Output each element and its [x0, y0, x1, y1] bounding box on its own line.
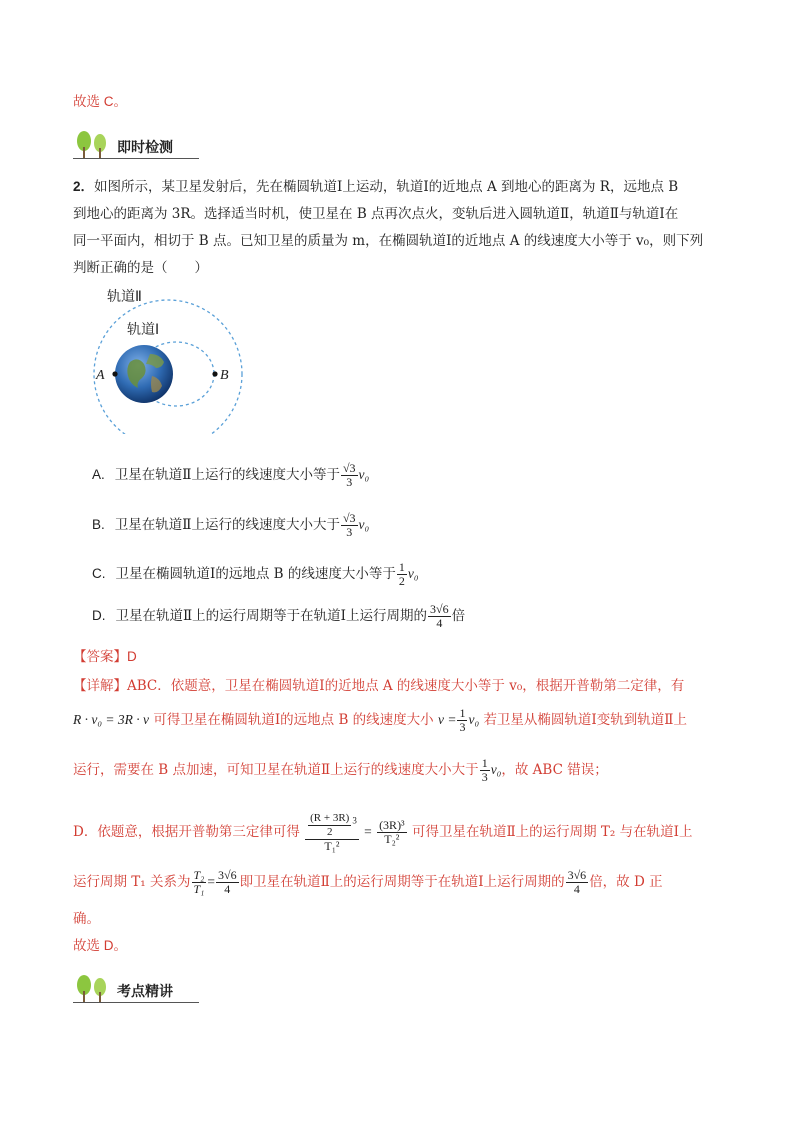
explanation-text-3: 运行，需要在 B 点加速，可知卫星在轨道Ⅱ上运行的线速度大小大于 — [73, 762, 479, 778]
option-d[interactable] — [92, 603, 465, 630]
orbit-figure — [70, 284, 250, 434]
explanation-mid-5: 即卫星在轨道Ⅱ上的运行周期等于在轨道Ⅰ上运行周期的 — [239, 874, 565, 890]
option-b-var: v₀ — [358, 517, 370, 532]
orbit-diagram — [70, 284, 250, 434]
explanation-line-5 — [73, 869, 663, 896]
kepler3-left-denominator: T₁² — [324, 839, 340, 853]
option-b-numerator: √3 — [342, 511, 356, 525]
question-line-1 — [73, 177, 678, 197]
orbit-1-label: 轨道Ⅰ — [127, 321, 160, 337]
explanation-line-1 — [73, 676, 684, 696]
option-d-label: D. — [92, 608, 106, 623]
explanation-tail-5: 倍，故 D 正 — [589, 874, 663, 890]
eq-v3-numerator: 1 — [481, 756, 488, 770]
ratio-numerator: T₂ — [193, 868, 205, 882]
section-header-key-points — [73, 975, 203, 1005]
ratio-equals: = — [207, 874, 215, 889]
explanation-tail-4: 可得卫星在轨道Ⅱ上的运行周期 T₂ 与在轨道Ⅰ上 — [411, 824, 693, 840]
equation-kepler2: R · v₀ = 3R · v — [73, 712, 150, 727]
explanation-tail-2: 若卫星从椭圆轨道Ⅰ变轨到轨道Ⅱ上 — [483, 712, 687, 728]
explanation-text-4: D．依题意，根据开普勒第三定律可得 — [73, 824, 300, 840]
kepler3-right-denominator: T₂² — [384, 832, 400, 846]
question-line-3: 同一平面内，相切于 B 点。已知卫星的质量为 m，在椭圆轨道Ⅰ的近地点 A 的线速度大小等于 v₀，则下列 — [73, 233, 704, 249]
answer-value: D — [127, 649, 137, 664]
section-underline — [73, 158, 199, 159]
eq-v-denominator: 3 — [459, 720, 466, 734]
question-line-4: 判断正确的是（ ） — [73, 260, 208, 276]
explanation-tail-3: ，故 ABC 错误； — [501, 762, 608, 778]
question-line-2: 到地心的距离为 3R。选择适当时机，使卫星在 B 点再次点火，变轨后进入圆轨道Ⅱ，轨道Ⅱ与轨道Ⅰ在 — [73, 206, 679, 222]
ratio-value-numerator: 3√6 — [217, 868, 237, 882]
option-a-var: v₀ — [358, 467, 370, 482]
option-c-var: v₀ — [407, 566, 419, 581]
orbit-2-label: 轨道Ⅱ — [107, 288, 142, 304]
kepler3-left-fraction: $\frac{(R + 3R)}{2}$ $^3$ T₁² — [305, 812, 359, 853]
point-b — [212, 371, 217, 376]
explanation-line-3 — [73, 757, 608, 784]
tree-icon — [73, 975, 113, 1003]
equation-v: v = — [437, 712, 457, 727]
point-a — [112, 371, 117, 376]
section-header-instant-check — [73, 131, 203, 161]
point-b-label: B — [220, 368, 229, 383]
option-d-suffix: 倍 — [451, 608, 466, 624]
previous-conclusion: 故选 C。 — [73, 94, 127, 109]
explanation-line-4 — [73, 812, 692, 853]
ratio-value-denominator: 4 — [224, 882, 231, 896]
kepler3-inner-numerator: (R + 3R) — [310, 812, 350, 824]
explanation-text-5: 运行周期 T₁ 关系为 — [73, 874, 191, 890]
section-title: 考点精讲 — [117, 983, 173, 999]
final-conclusion: 故选 D。 — [73, 938, 127, 953]
option-d-numerator: 3√6 — [430, 602, 449, 616]
option-b-denominator: 3 — [346, 525, 353, 539]
answer-tag: 【答案】 — [73, 649, 127, 665]
option-a-label: A. — [92, 467, 105, 482]
tree-icon — [73, 131, 113, 159]
ratio-denominator: T₁ — [193, 882, 205, 896]
point-a-label: A — [96, 368, 105, 383]
explanation-line-2 — [73, 707, 687, 734]
option-d-denominator: 4 — [436, 616, 443, 630]
option-a-denominator: 3 — [346, 475, 353, 489]
answer-line — [73, 647, 137, 667]
option-b[interactable] — [92, 512, 369, 539]
kepler3-equals: = — [364, 824, 372, 839]
eq-v3-var: v₀ — [490, 762, 502, 777]
eq-v-var: v₀ — [468, 712, 480, 727]
option-a[interactable] — [92, 462, 369, 489]
kepler3-right-numerator: (3R)³ — [379, 818, 405, 832]
option-c-denominator: 2 — [398, 574, 405, 588]
kepler3-inner-denominator: 2 — [326, 826, 333, 838]
explanation-text-1: ABC．依题意，卫星在椭圆轨道Ⅰ的近地点 A 的线速度大小等于 v₀，根据开普勒第二定律，有 — [127, 678, 685, 694]
option-c-numerator: 1 — [398, 560, 405, 574]
section-underline — [73, 1002, 199, 1003]
option-b-label: B. — [92, 517, 105, 532]
ratio-value2-numerator: 3√6 — [567, 868, 587, 882]
explanation-text-2: 可得卫星在椭圆轨道Ⅰ的远地点 B 的线速度大小 — [153, 712, 434, 728]
option-c-text: 卫星在椭圆轨道Ⅰ的远地点 B 的线速度大小等于 — [115, 566, 396, 582]
eq-v3-denominator: 3 — [481, 770, 488, 784]
explanation-tag: 【详解】 — [73, 678, 127, 694]
question-number: 2． — [73, 179, 95, 194]
option-a-numerator: √3 — [342, 461, 356, 475]
eq-v-numerator: 1 — [459, 706, 466, 720]
question-text: 如图所示，某卫星发射后，先在椭圆轨道Ⅰ上运动，轨道Ⅰ的近地点 A 到地心的距离为 R，远地点 B — [94, 179, 679, 195]
section-title: 即时检测 — [117, 139, 173, 155]
explanation-line-6: 确。 — [73, 911, 100, 927]
option-b-text: 卫星在轨道Ⅱ上运行的线速度大小大于 — [114, 517, 340, 533]
option-c-label: C. — [92, 566, 106, 581]
option-a-text: 卫星在轨道Ⅱ上运行的线速度大小等于 — [114, 467, 340, 483]
option-c[interactable] — [92, 561, 419, 588]
option-d-text: 卫星在轨道Ⅱ上的运行周期等于在轨道Ⅰ上运行周期的 — [115, 608, 428, 624]
ratio-value2-denominator: 4 — [573, 882, 580, 896]
